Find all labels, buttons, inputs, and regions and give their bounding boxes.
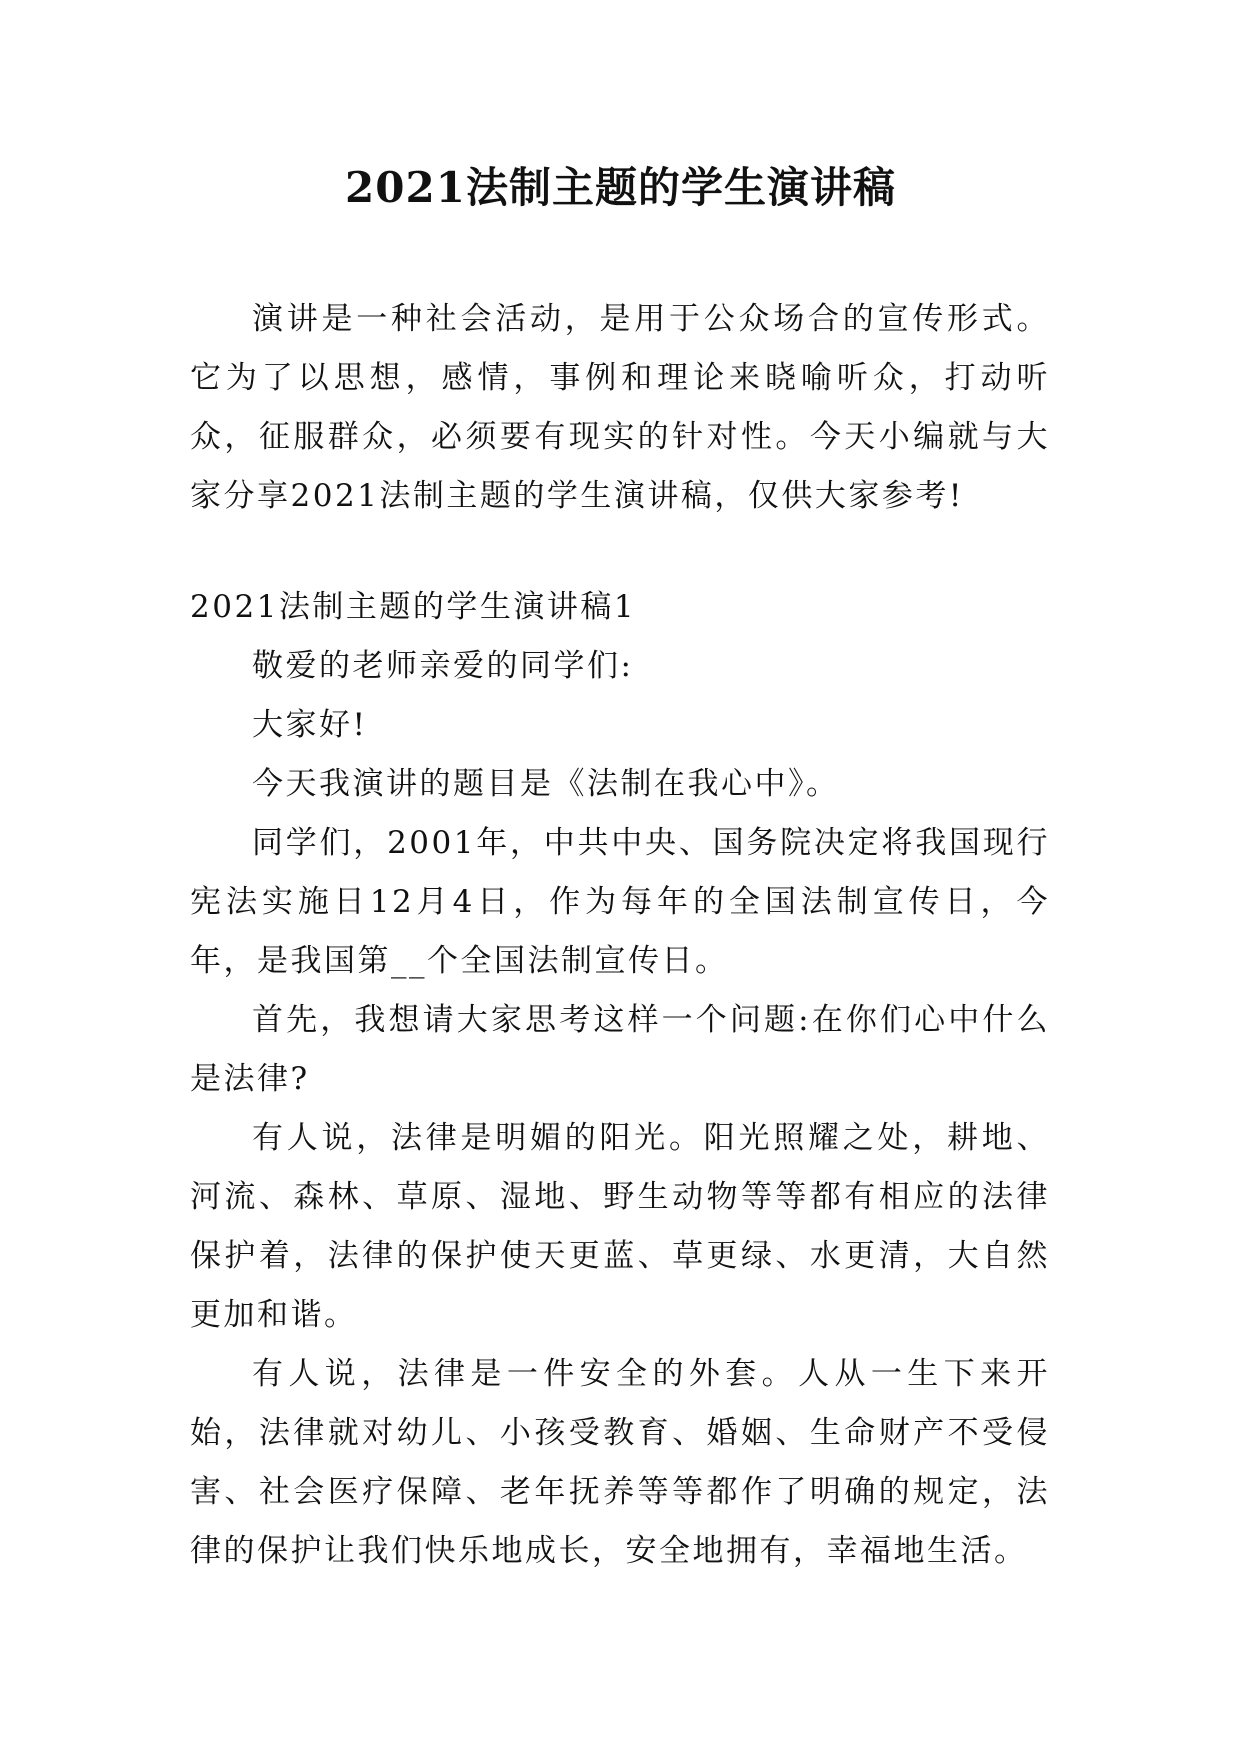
document-title: 2021法制主题的学生演讲稿	[345, 163, 896, 212]
speech-section	[190, 578, 1050, 1581]
greeting-paragraph: 大家好!	[252, 707, 368, 743]
intro-block	[190, 290, 1050, 526]
body-paragraph: 有人说，法律是一件安全的外套。人从一生下来开始，法律就对幼儿、小孩受教育、婚姻、生命财产不受侵害、社会医疗保障、老年抚养等等都作了明确的规定，法律的保护让我们快乐地成长，安全地拥有，幸福地生活。	[190, 1356, 1050, 1569]
intro-paragraph: 演讲是一种社会活动，是用于公众场合的宣传形式。它为了以思想，感情，事例和理论来晓喻听众，打动听众，征服群众，必须要有现实的针对性。今天小编就与大家分享2021法制主题的学生演讲稿，仅供大家参考!	[190, 301, 1050, 514]
body-paragraph: 首先，我想请大家思考这样一个问题:在你们心中什么是法律?	[190, 1002, 1050, 1097]
body-paragraph: 同学们，2001年，中共中央、国务院决定将我国现行宪法实施日12月4日，作为每年的全国法制宣传日，今年，是我国第__个全国法制宣传日。	[190, 825, 1050, 979]
section-heading: 2021法制主题的学生演讲稿1	[190, 589, 637, 625]
body-paragraph: 有人说，法律是明媚的阳光。阳光照耀之处，耕地、河流、森林、草原、湿地、野生动物等等都有相应的法律保护着，法律的保护使天更蓝、草更绿、水更清，大自然更加和谐。	[190, 1120, 1050, 1333]
topic-paragraph: 今天我演讲的题目是《法制在我心中》。	[252, 766, 840, 802]
salutation-paragraph: 敬爱的老师亲爱的同学们:	[252, 648, 634, 684]
